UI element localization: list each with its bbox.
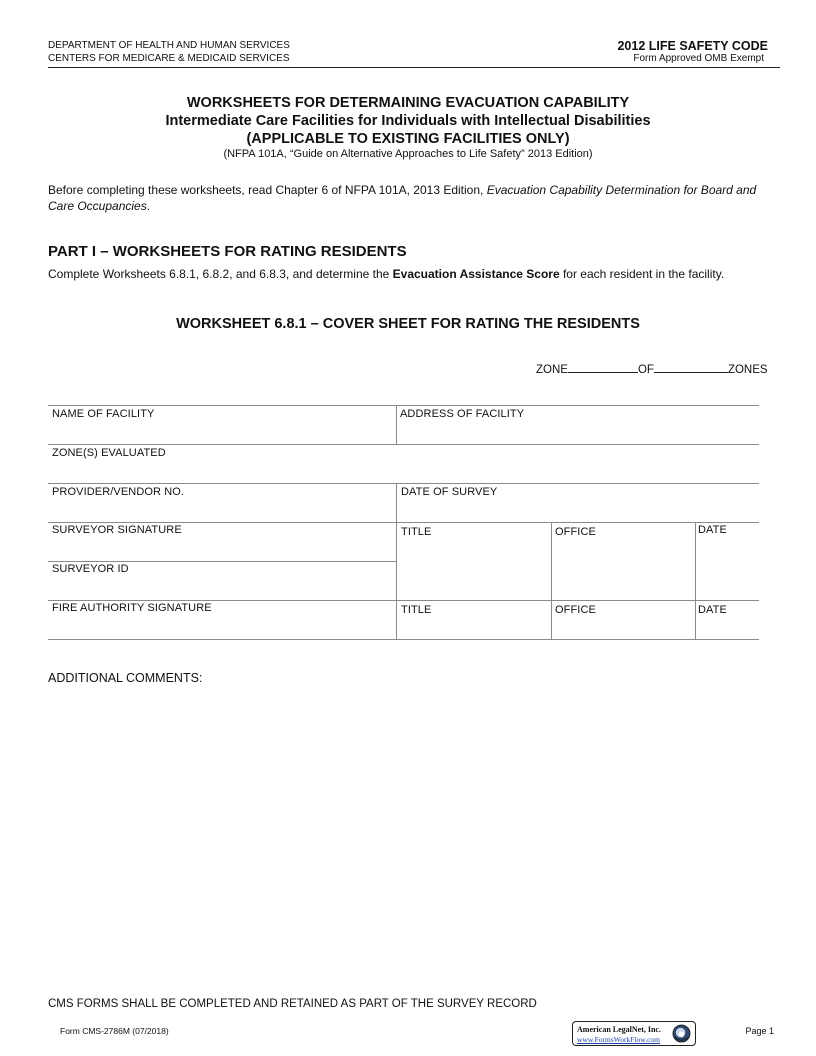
form-rule — [48, 483, 759, 484]
title-block — [0, 94, 816, 161]
fire-authority-signature-field[interactable]: FIRE AUTHORITY SIGNATURE — [52, 602, 212, 614]
header-divider — [48, 67, 780, 68]
intro-paragraph — [48, 182, 780, 214]
globe-icon — [672, 1024, 691, 1043]
part-text-before: Complete Worksheets 6.8.1, 6.8.2, and 6.8.3, and determine the — [48, 267, 393, 281]
agency-line-1: DEPARTMENT OF HEALTH AND HUMAN SERVICES — [48, 40, 290, 51]
fire-authority-title-field[interactable]: TITLE — [401, 604, 432, 616]
fire-authority-office-field[interactable]: OFFICE — [555, 604, 596, 616]
zone-total-field[interactable] — [654, 362, 728, 373]
form-rule-bottom — [48, 639, 759, 640]
form-rule — [48, 561, 396, 562]
form-divider — [551, 522, 552, 639]
zone-number-field[interactable] — [568, 362, 638, 373]
part-heading: PART I – WORKSHEETS FOR RATING RESIDENTS — [48, 243, 407, 260]
additional-comments-label: ADDITIONAL COMMENTS: — [48, 671, 203, 685]
form-divider — [396, 405, 397, 444]
additional-comments-area[interactable] — [48, 692, 780, 982]
intro-reference-title: Evacuation Capability Determination for Board and Care Occupancies — [48, 183, 757, 213]
agency-line-2: CENTERS FOR MEDICARE & MEDICAID SERVICES — [48, 52, 290, 64]
page-subtitle: Intermediate Care Facilities for Individuals with Intellectual Disabilities — [165, 113, 651, 129]
form-rule — [48, 600, 759, 601]
name-of-facility-field[interactable]: NAME OF FACILITY — [52, 408, 155, 420]
part-text-after: for each resident in the facility. — [559, 267, 725, 281]
zone-label: ZONE — [536, 364, 568, 376]
form-rule — [48, 522, 759, 523]
publisher-name: American LegalNet, Inc. — [577, 1025, 661, 1034]
worksheet-title: WORKSHEET 6.8.1 – COVER SHEET FOR RATING THE RESIDENTS — [176, 316, 640, 332]
form-rule — [48, 444, 759, 445]
zones-label: ZONES — [727, 364, 768, 376]
surveyor-title-field[interactable]: TITLE — [401, 526, 432, 538]
publisher-link[interactable]: www.FormsWorkFlow.com — [577, 1035, 661, 1044]
fire-authority-date-field[interactable]: DATE — [698, 604, 727, 616]
surveyor-date-field[interactable]: DATE — [698, 524, 727, 536]
agency-header — [48, 40, 290, 65]
form-divider — [695, 522, 696, 639]
surveyor-office-field[interactable]: OFFICE — [555, 526, 596, 538]
page-number: Page 1 — [745, 1026, 774, 1036]
form-number: Form CMS-2786M (07/2018) — [60, 1026, 169, 1036]
omb-status: Form Approved OMB Exempt — [633, 53, 764, 64]
provider-number-field[interactable]: PROVIDER/VENDOR NO. — [52, 486, 185, 498]
date-of-survey-field[interactable]: DATE OF SURVEY — [401, 486, 498, 498]
page-title: WORKSHEETS FOR DETERMAINING EVACUATION CAPABILITY — [186, 95, 630, 111]
publisher-badge[interactable] — [572, 1021, 696, 1046]
zones-evaluated-field[interactable]: ZONE(S) EVALUATED — [52, 447, 166, 459]
part-instructions — [48, 267, 778, 282]
address-of-facility-field[interactable]: ADDRESS OF FACILITY — [400, 408, 525, 420]
code-title: 2012 LIFE SAFETY CODE — [617, 39, 768, 53]
intro-end: . — [146, 199, 151, 213]
of-label: OF — [637, 364, 654, 376]
zone-indicator — [536, 362, 768, 376]
reference-note: (NFPA 101A, “Guide on Alternative Approaches to Life Safety” 2013 Edition) — [223, 148, 593, 160]
surveyor-id-field[interactable]: SURVEYOR ID — [52, 563, 129, 575]
applicability-note: (APPLICABLE TO EXISTING FACILITIES ONLY) — [246, 131, 570, 147]
form-divider — [396, 483, 397, 639]
part-text-bold: Evacuation Assistance Score — [392, 267, 560, 281]
retention-note: CMS FORMS SHALL BE COMPLETED AND RETAINED AS PART OF THE SURVEY RECORD — [48, 998, 537, 1010]
form-rule-top — [48, 405, 759, 406]
surveyor-signature-field[interactable]: SURVEYOR SIGNATURE — [52, 524, 182, 536]
intro-text: Before completing these worksheets, read Chapter 6 of NFPA 101A, 2013 Edition, — [48, 183, 487, 197]
